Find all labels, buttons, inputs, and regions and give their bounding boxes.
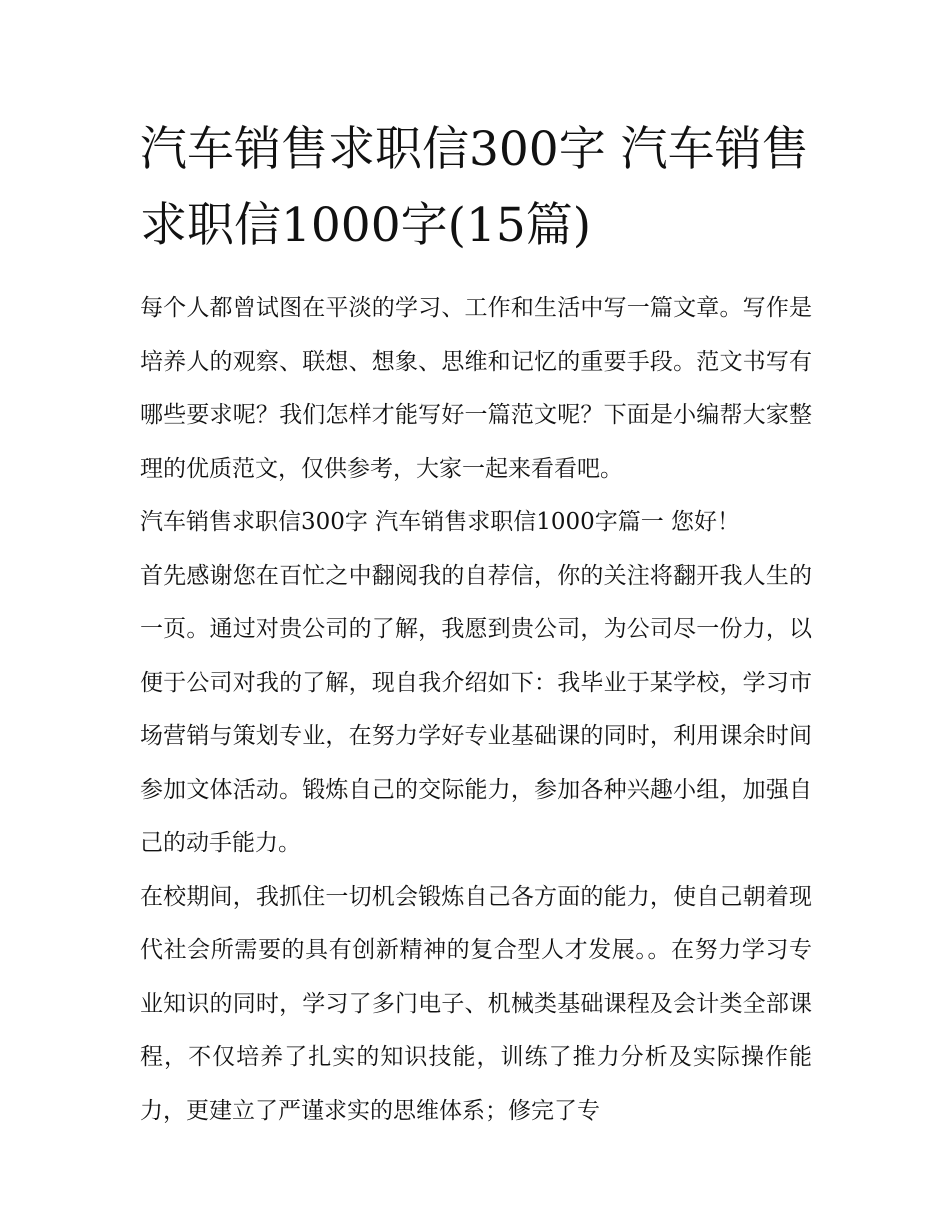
document-body	[140, 282, 812, 1138]
letter-heading-paragraph: 汽车销售求职信300字 汽车销售求职信1000字篇一 您好！	[140, 509, 741, 535]
school-experience-paragraph: 在校期间，我抓住一切机会锻炼自己各方面的能力，使自己朝着现代社会所需要的具有创新精神的复合型人才发展。。在努力学习专业知识的同时，学习了多门电子、机械类基础课程及会计类全部课程，不仅培养了扎实的知识技能，训练了推力分析及实际操作能力，更建立了严谨求实的思维体系；修完了专	[140, 883, 812, 1124]
intro-paragraph: 每个人都曾试图在平淡的学习、工作和生活中写一篇文章。写作是培养人的观察、联想、想象、思维和记忆的重要手段。范文书写有哪些要求呢？我们怎样才能写好一篇范文呢？下面是小编帮大家整理的优质范文，仅供参考，大家一起来看看吧。	[140, 295, 812, 482]
self-introduction-paragraph: 首先感谢您在百忙之中翻阅我的自荐信，你的关注将翻开我人生的一页。通过对贵公司的了解，我愿到贵公司，为公司尽一份力，以便于公司对我的了解，现自我介绍如下：我毕业于某学校，学习市场营销与策划专业，在努力学好专业基础课的同时，利用课余时间参加文体活动。锻炼自己的交际能力，参加各种兴趣小组，加强自己的动手能力。	[140, 562, 812, 856]
document-content	[140, 112, 812, 1138]
document-title: 汽车销售求职信300字 汽车销售求职信1000字(15篇)	[140, 122, 809, 253]
